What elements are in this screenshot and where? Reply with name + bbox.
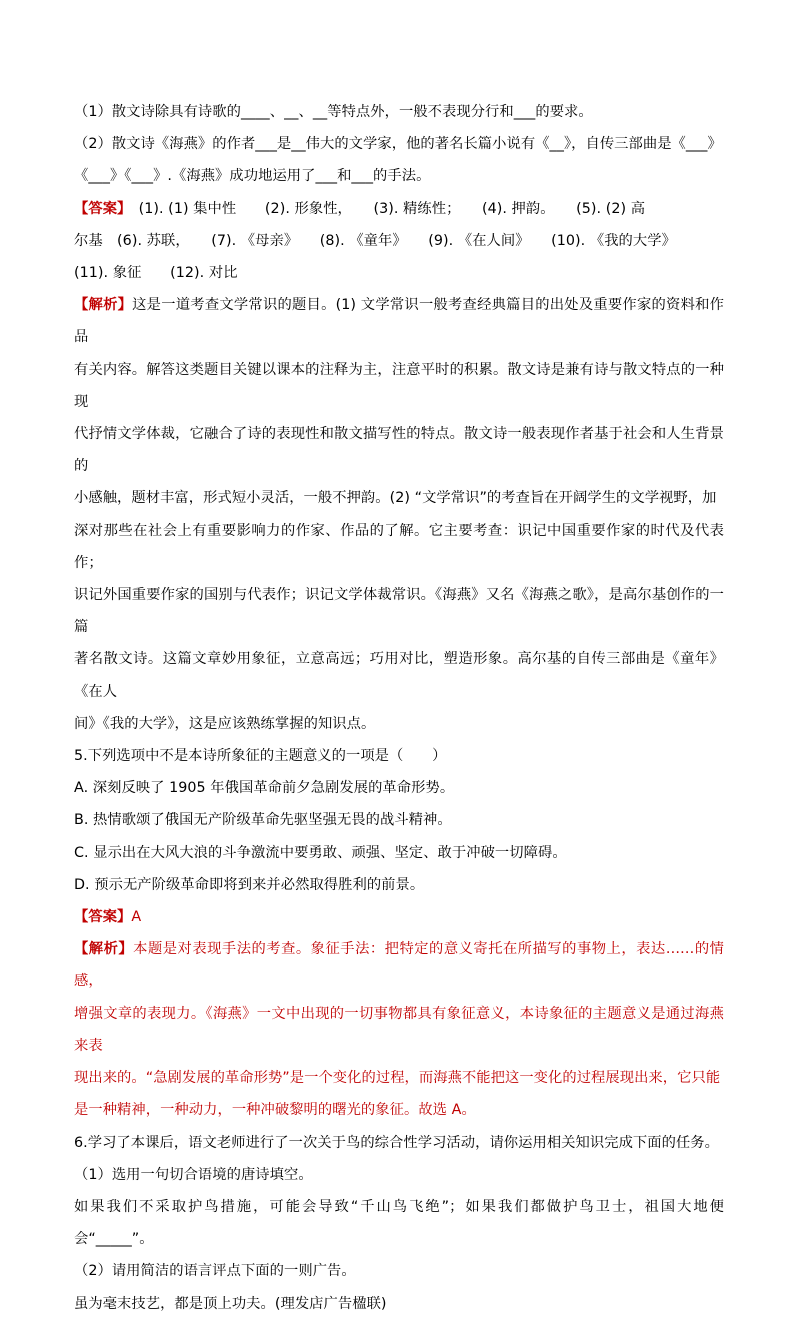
analysis-text: 这是一道考查文学常识的题目。(1) 文学常识一般考查经典篇目的出处及重要作家的资料和作品 (74, 297, 724, 346)
q5-option-c: C. 显示出在大风大浪的斗争激流中要勇敢、顽强、坚定、敢于冲破一切障碍。 (74, 844, 567, 861)
q5-analysis-line2: 增强文章的表现力。《海燕》一文中出现的一切事物都具有象征意义，本诗象征的主题意义是通过海燕来表 (74, 1005, 724, 1054)
q5-analysis-line3: 现出来的。“急剧发展的革命形势”是一个变化的过程，而海燕不能把这一变化的过程展现出来，它只能 (74, 1070, 721, 1087)
answer-tag: 【答案】 (74, 909, 132, 926)
q4-answer-line3: (11). 象征 (12). 对比 (74, 265, 238, 282)
q5-stem: 5.下列选项中不是本诗所象征的主题意义的一项是（ ） (74, 748, 447, 765)
q6-sub1: （1）选用一句切合语境的唐诗填空。 (74, 1166, 313, 1183)
analysis-tag: 【解析】 (74, 941, 134, 958)
analysis-text: 本题是对表现手法的考查。象征手法：把特定的意义寄托在所描写的事物上，表达……的情感， (74, 941, 724, 990)
q5-analysis-line4: 是一种精神，一种动力，一种冲破黎明的曙光的象征。故选 A。 (74, 1102, 476, 1119)
q5-analysis-line1 (74, 933, 724, 997)
document-page (74, 96, 724, 1320)
q4-analysis-line6: 识记外国重要作家的国别与代表作；识记文学体裁常识。《海燕》又名《海燕之歌》，是高尔基创作的一篇 (74, 587, 724, 636)
q6-sub2: （2）请用简洁的语言评点下面的一则广告。 (74, 1263, 356, 1280)
answer-text: (1). (1) 集中性 (2). 形象性， (3). 精练性； (4). 押韵。 (5). (2) 高 (124, 200, 646, 217)
q4-answer-line2: 尔基 (6). 苏联， (7). 《母亲》 (8). 《童年》 (9). 《在人间》 (10). 《我的大学》 (74, 232, 676, 249)
q4-answer-line1 (74, 193, 724, 225)
q4-analysis-line2: 有关内容。解答这类题目关键以课本的注释为主，注意平时的积累。散文诗是兼有诗与散文特点的一种现 (74, 361, 724, 410)
q4-analysis-line7: 著名散文诗。这篇文章妙用象征，立意高远；巧用对比，塑造形象。高尔基的自传三部曲是《童年》《在人 (74, 651, 724, 700)
q4-analysis-line8: 间》《我的大学》，这是应该熟练掌握的知识点。 (74, 715, 376, 732)
answer-tag: 【答案】 (74, 200, 125, 217)
q5-option-a: A. 深刻反映了 1905 年俄国革命前夕急剧发展的革命形势。 (74, 780, 455, 797)
q6-sub2-text: 虽为毫末技艺，都是顶上功夫。(理发店广告楹联) (74, 1295, 387, 1312)
analysis-tag: 【解析】 (74, 297, 133, 314)
q6-sub1-text: 如果我们不采取护鸟措施，可能会导致“千山鸟飞绝”；如果我们都做护鸟卫士，祖国大地便会“_____”。 (74, 1198, 724, 1248)
q4-sub1: （1）散文诗除具有诗歌的____、__、__等特点外，一般不表现分行和___的要求。 (74, 104, 593, 120)
q4-analysis-line1 (74, 289, 724, 353)
q5-answer (74, 901, 724, 933)
answer-value: A (131, 909, 142, 926)
q4-sub2-line1: （2）散文诗《海燕》的作者___是__伟大的文学家，他的著名长篇小说有《__》，自传三部曲是《___》 (74, 136, 722, 153)
q4-sub2-line2: 《___》《___》.《海燕》成功地运用了___和___的手法。 (74, 168, 431, 185)
q6-stem: 6.学习了本课后，语文老师进行了一次关于鸟的综合性学习活动，请你运用相关知识完成下面的任务。 (74, 1134, 719, 1151)
q5-option-d: D. 预示无产阶级革命即将到来并必然取得胜利的前景。 (74, 876, 425, 893)
q4-analysis-line4: 小感触，题材丰富，形式短小灵活，一般不押韵。(2) “文学常识”的考查旨在开阔学生的文学视野，加 (74, 490, 717, 507)
q4-analysis-line5: 深对那些在社会上有重要影响力的作家、作品的了解。它主要考查：识记中国重要作家的时代及代表作； (74, 522, 724, 571)
q5-option-b: B. 热情歌颂了俄国无产阶级革命先驱坚强无畏的战斗精神。 (74, 812, 452, 829)
q4-analysis-line3: 代抒情文学体裁，它融合了诗的表现性和散文描写性的特点。散文诗一般表现作者基于社会和人生背景的 (74, 426, 724, 475)
